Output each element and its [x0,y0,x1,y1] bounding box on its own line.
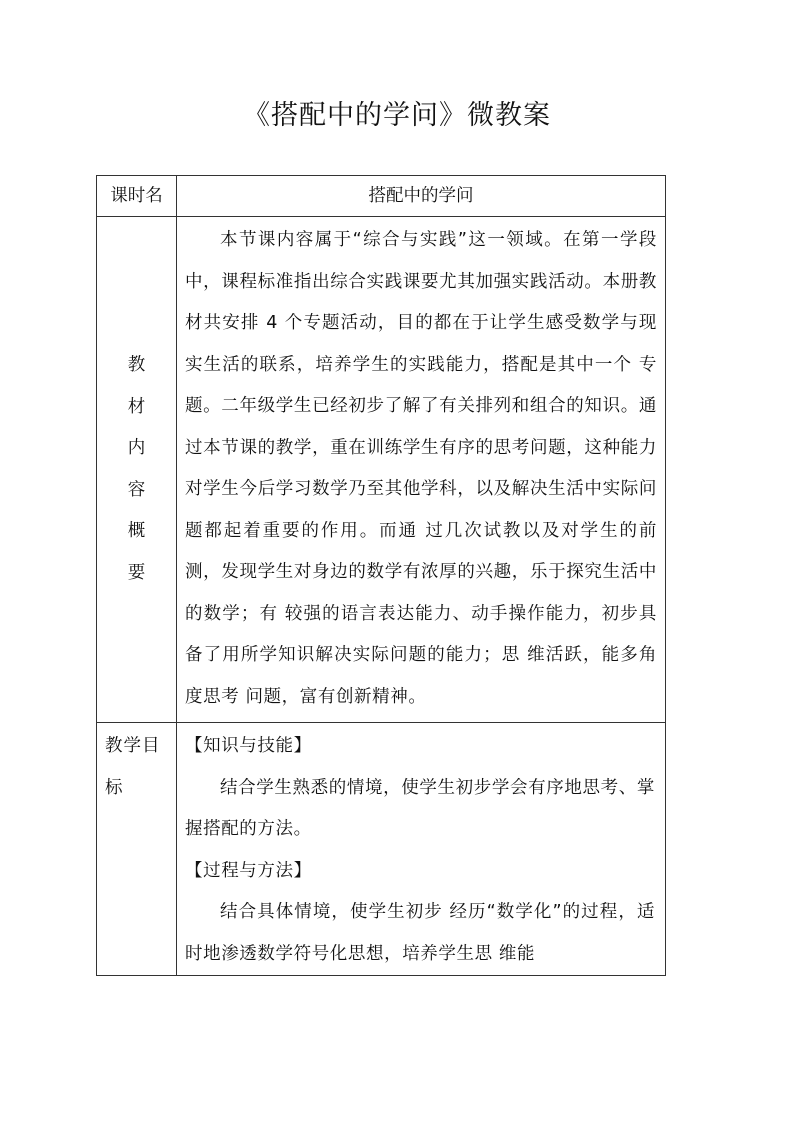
goals-label: 教学目标 [97,723,177,976]
lesson-name-label: 课时名 [97,176,177,217]
overview-label-char: 概 [127,521,146,541]
goals-row [97,723,666,976]
process-text: 结合具体情境，使学生初步 经历“数学化”的过程，适时地渗透数学符号化思想，培养学生思 维能 [185,902,655,964]
overview-label [97,345,176,594]
overview-label-char: 教 [127,355,146,375]
page-title: 《搭配中的学问》微教案 [243,100,551,131]
goals-content [177,723,666,976]
lesson-name-value: 搭配中的学问 [177,176,666,217]
overview-row [97,217,666,723]
overview-label-cell [97,217,177,723]
overview-label-char: 要 [127,562,146,583]
process-heading: 【过程与方法】 [185,860,312,881]
knowledge-heading: 【知识与技能】 [185,736,312,756]
overview-label-char: 容 [127,479,146,500]
lesson-name-row [97,176,666,217]
overview-label-char: 材 [127,396,146,417]
overview-text: 本节课内容属于“综合与实践”这一领域。在第一学段中，课程标准指出综合实践课要尤其加强实践活动。本册教材共安排 4 个专题活动，目的都在于让学生感受数学与现实生活的联系，培养学生的实践能力，搭配是其中一个 专题。二年级学生已经初步了解了有关排列和组合的知识。通过本节课的教学，重在训练学生有序的思考问题，这种能力对学生今后学习数学乃至其他学科，以及解决生活中实际问题都起着重要的作用。而通 过几次试教以及对学生的前测，发现学生对身边的数学有浓厚的兴趣，乐于探究生活中的数学；有 较强的语言表达能力、动手操作能力，初步具 备了用所学知识解决实际问题的能力；思 维活跃，能多角度思考 问题，富有创新精神。 [177,217,666,723]
overview-label-char: 内 [127,438,146,458]
knowledge-text: 结合学生熟悉的情境，使学生初步学会有序地思考、掌握搭配的方法。 [185,777,655,839]
lesson-plan-table [96,175,666,976]
